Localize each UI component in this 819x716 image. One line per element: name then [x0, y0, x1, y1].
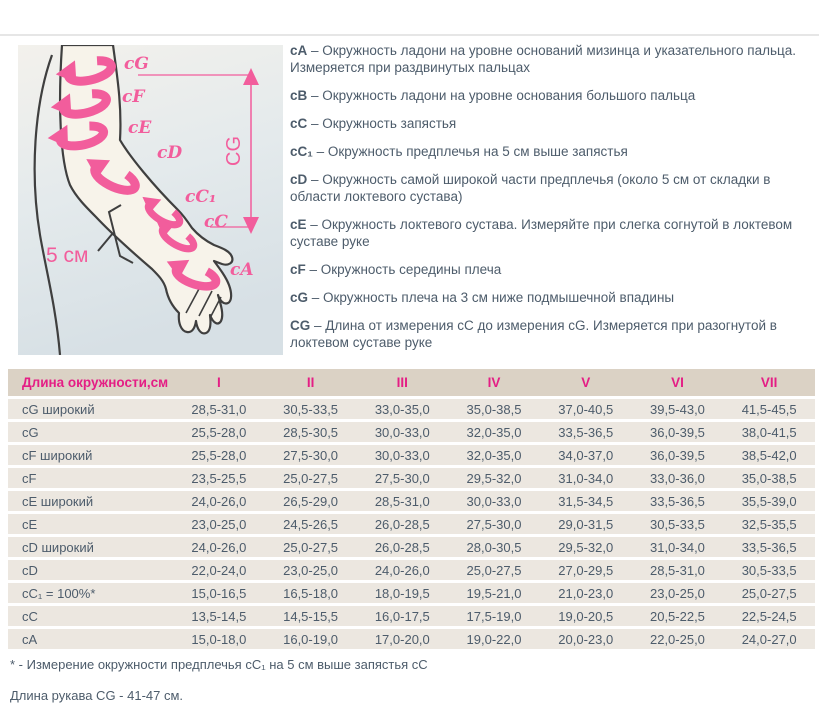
footnotes [10, 657, 790, 704]
measurement-text: – Окружность ладони на уровне основания большого пальца [307, 88, 696, 103]
range-cell: 27,5-30,0 [466, 516, 522, 532]
measurement-code: cC₁ [290, 144, 313, 159]
measurement-text: – Окружность запястья [307, 116, 457, 131]
measurement-description [290, 87, 817, 104]
range-cell: 27,5-30,0 [374, 470, 430, 486]
size-column-header: VII [760, 375, 778, 390]
range-cell: 26,0-28,5 [374, 516, 430, 532]
range-cell: 36,0-39,5 [649, 447, 705, 463]
measurement-description [290, 289, 817, 306]
range-cell: 41,5-45,5 [741, 401, 797, 417]
range-cell: 16,5-18,0 [283, 585, 339, 601]
range-cell: 25,5-28,0 [191, 447, 247, 463]
range-cell: 24,0-26,0 [191, 539, 247, 555]
range-cell: 37,0-40,5 [558, 401, 614, 417]
range-cell: 38,0-41,5 [741, 424, 797, 440]
five-cm-label: 5 см [46, 244, 89, 267]
table-row [8, 468, 815, 488]
measurement-description [290, 171, 817, 205]
measurement-description [290, 216, 817, 250]
band-label-cd: cD [157, 143, 183, 163]
row-label: cG [22, 424, 39, 440]
range-cell: 23,0-25,0 [283, 562, 339, 578]
row-label: cE широкий [22, 493, 94, 509]
range-cell: 28,0-30,5 [466, 539, 522, 555]
size-column-header: V [581, 375, 591, 390]
range-cell: 33,5-36,5 [558, 424, 614, 440]
measurement-code: cF [290, 262, 306, 277]
range-cell: 22,0-24,0 [191, 562, 247, 578]
table-row [8, 560, 815, 580]
range-cell: 27,0-29,5 [558, 562, 614, 578]
size-column-header: IV [487, 375, 501, 390]
size-column-header: I [216, 375, 221, 390]
row-label: cC [22, 608, 38, 624]
range-cell: 33,5-36,5 [649, 493, 705, 509]
range-cell: 31,0-34,0 [558, 470, 614, 486]
measurement-text: – Окружность плеча на 3 см ниже подмышечной впадины [308, 290, 675, 305]
range-cell: 21,0-23,0 [558, 585, 614, 601]
table-row [8, 445, 815, 465]
range-cell: 24,0-26,0 [374, 562, 430, 578]
range-cell: 25,0-27,5 [283, 539, 339, 555]
range-cell: 29,5-32,0 [466, 470, 522, 486]
range-cell: 23,0-25,0 [649, 585, 705, 601]
size-column-header: VI [671, 375, 684, 390]
range-cell: 33,0-35,0 [374, 401, 430, 417]
range-cell: 16,0-19,0 [283, 631, 339, 647]
range-cell: 25,0-27,5 [283, 470, 339, 486]
range-cell: 35,5-39,0 [741, 493, 797, 509]
range-cell: 25,0-27,5 [466, 562, 522, 578]
table-header-label: Длина окружности,см [22, 375, 169, 390]
measurement-text: – Окружность середины плеча [305, 262, 502, 277]
range-cell: 30,0-33,0 [466, 493, 522, 509]
range-cell: 20,5-22,5 [649, 608, 705, 624]
measurement-description [290, 317, 817, 351]
top-divider [0, 34, 819, 36]
range-cell: 23,5-25,5 [191, 470, 247, 486]
measurement-description [290, 115, 817, 132]
range-cell: 14,5-15,5 [283, 608, 339, 624]
row-label: cA [22, 631, 38, 647]
range-cell: 24,0-27,0 [741, 631, 797, 647]
size-table [8, 369, 815, 649]
range-cell: 33,0-36,0 [649, 470, 705, 486]
band-label-cc1: cC₁ [185, 187, 217, 207]
row-label: cF [22, 470, 37, 486]
band-label-cc: cC [204, 212, 228, 232]
size-column-header: III [396, 375, 408, 390]
range-cell: 22,0-25,0 [649, 631, 705, 647]
range-cell: 22,5-24,5 [741, 608, 797, 624]
range-cell: 18,0-19,5 [374, 585, 430, 601]
table-row [8, 514, 815, 534]
measurement-code: cD [290, 172, 308, 187]
measurement-description [290, 42, 817, 76]
row-label: cD широкий [22, 539, 94, 555]
arm-diagram-svg [18, 45, 283, 355]
range-cell: 24,5-26,5 [283, 516, 339, 532]
range-cell: 15,0-18,0 [191, 631, 247, 647]
range-cell: 17,0-20,0 [374, 631, 430, 647]
range-cell: 30,5-33,5 [649, 516, 705, 532]
range-cell: 34,0-37,0 [558, 447, 614, 463]
band-label-ca: cA [230, 260, 254, 280]
range-cell: 15,0-16,5 [191, 585, 247, 601]
band-label-cg: cG [124, 54, 149, 74]
range-cell: 30,0-33,0 [374, 424, 430, 440]
band-label-cf: cF [122, 87, 145, 107]
table-row [8, 399, 815, 419]
footnote-sleeve-length: Длина рукава CG - 41-47 см. [10, 688, 184, 703]
cg-length-label: CG [223, 136, 245, 166]
row-label: cD [22, 562, 38, 578]
range-cell: 38,5-42,0 [741, 447, 797, 463]
table-row [8, 422, 815, 442]
range-cell: 30,5-33,5 [741, 562, 797, 578]
range-cell: 28,5-31,0 [374, 493, 430, 509]
measurement-code: cG [290, 290, 309, 305]
row-label: cC₁ = 100%* [22, 585, 96, 601]
range-cell: 28,5-30,5 [283, 424, 339, 440]
range-cell: 30,0-33,0 [374, 447, 430, 463]
measurement-description [290, 261, 817, 278]
measurement-text: – Окружность локтевого сустава. Измеряйте при слегка согнутой в локтевом суставе руке [290, 217, 793, 249]
range-cell: 31,5-34,5 [558, 493, 614, 509]
range-cell: 32,5-35,5 [741, 516, 797, 532]
range-cell: 17,5-19,0 [466, 608, 522, 624]
measurement-description [290, 143, 817, 160]
table-row [8, 537, 815, 557]
range-cell: 23,0-25,0 [191, 516, 247, 532]
range-cell: 19,0-22,0 [466, 631, 522, 647]
range-cell: 20,0-23,0 [558, 631, 614, 647]
size-column-header: II [306, 375, 315, 390]
table-row [8, 629, 815, 649]
range-cell: 28,5-31,0 [649, 562, 705, 578]
band-label-ce: cE [128, 118, 152, 138]
range-cell: 19,5-21,0 [466, 585, 522, 601]
measurement-code: cA [290, 43, 308, 58]
table-row [8, 491, 815, 511]
range-cell: 29,5-32,0 [558, 539, 614, 555]
range-cell: 26,0-28,5 [374, 539, 430, 555]
range-cell: 33,5-36,5 [741, 539, 797, 555]
range-cell: 26,5-29,0 [283, 493, 339, 509]
table-row [8, 606, 815, 626]
measurement-code: cC [290, 116, 308, 131]
range-cell: 32,0-35,0 [466, 424, 522, 440]
range-cell: 36,0-39,5 [649, 424, 705, 440]
range-cell: 35,0-38,5 [741, 470, 797, 486]
row-label: cE [22, 516, 38, 532]
range-cell: 24,0-26,0 [191, 493, 247, 509]
table-header-row [8, 369, 815, 396]
range-cell: 39,5-43,0 [649, 401, 705, 417]
measurement-code: CG [290, 318, 311, 333]
row-label: cF широкий [22, 447, 93, 463]
arm-measurement-diagram [18, 45, 283, 355]
range-cell: 19,0-20,5 [558, 608, 614, 624]
range-cell: 31,0-34,0 [649, 539, 705, 555]
measurement-text: – Длина от измерения cC до измерения cG. Измеряется при разогнутой в локтевом суставе руке [290, 318, 777, 350]
range-cell: 30,5-33,5 [283, 401, 339, 417]
range-cell: 13,5-14,5 [191, 608, 247, 624]
measurement-descriptions [290, 42, 817, 362]
table-row [8, 583, 815, 603]
range-cell: 27,5-30,0 [283, 447, 339, 463]
range-cell: 25,0-27,5 [741, 585, 797, 601]
measurement-text: – Окружность ладони на уровне оснований мизинца и указательного пальца. Измеряется при раздвинутых пальцах [290, 43, 796, 75]
range-cell: 32,0-35,0 [466, 447, 522, 463]
range-cell: 16,0-17,5 [374, 608, 430, 624]
row-label: cG широкий [22, 401, 95, 417]
measurement-text: – Окружность самой широкой части предплечья (около 5 см от складки в области локтевого сустава) [290, 172, 771, 204]
footnote-measure: * - Измерение окружности предплечья cC₁ на 5 см выше запястья cC [10, 657, 428, 672]
measurement-text: – Окружность предплечья на 5 см выше запястья [312, 144, 628, 159]
range-cell: 28,5-31,0 [191, 401, 247, 417]
range-cell: 35,0-38,5 [466, 401, 522, 417]
range-cell: 29,0-31,5 [558, 516, 614, 532]
measurement-code: cE [290, 217, 307, 232]
range-cell: 25,5-28,0 [191, 424, 247, 440]
measurement-code: cB [290, 88, 308, 103]
